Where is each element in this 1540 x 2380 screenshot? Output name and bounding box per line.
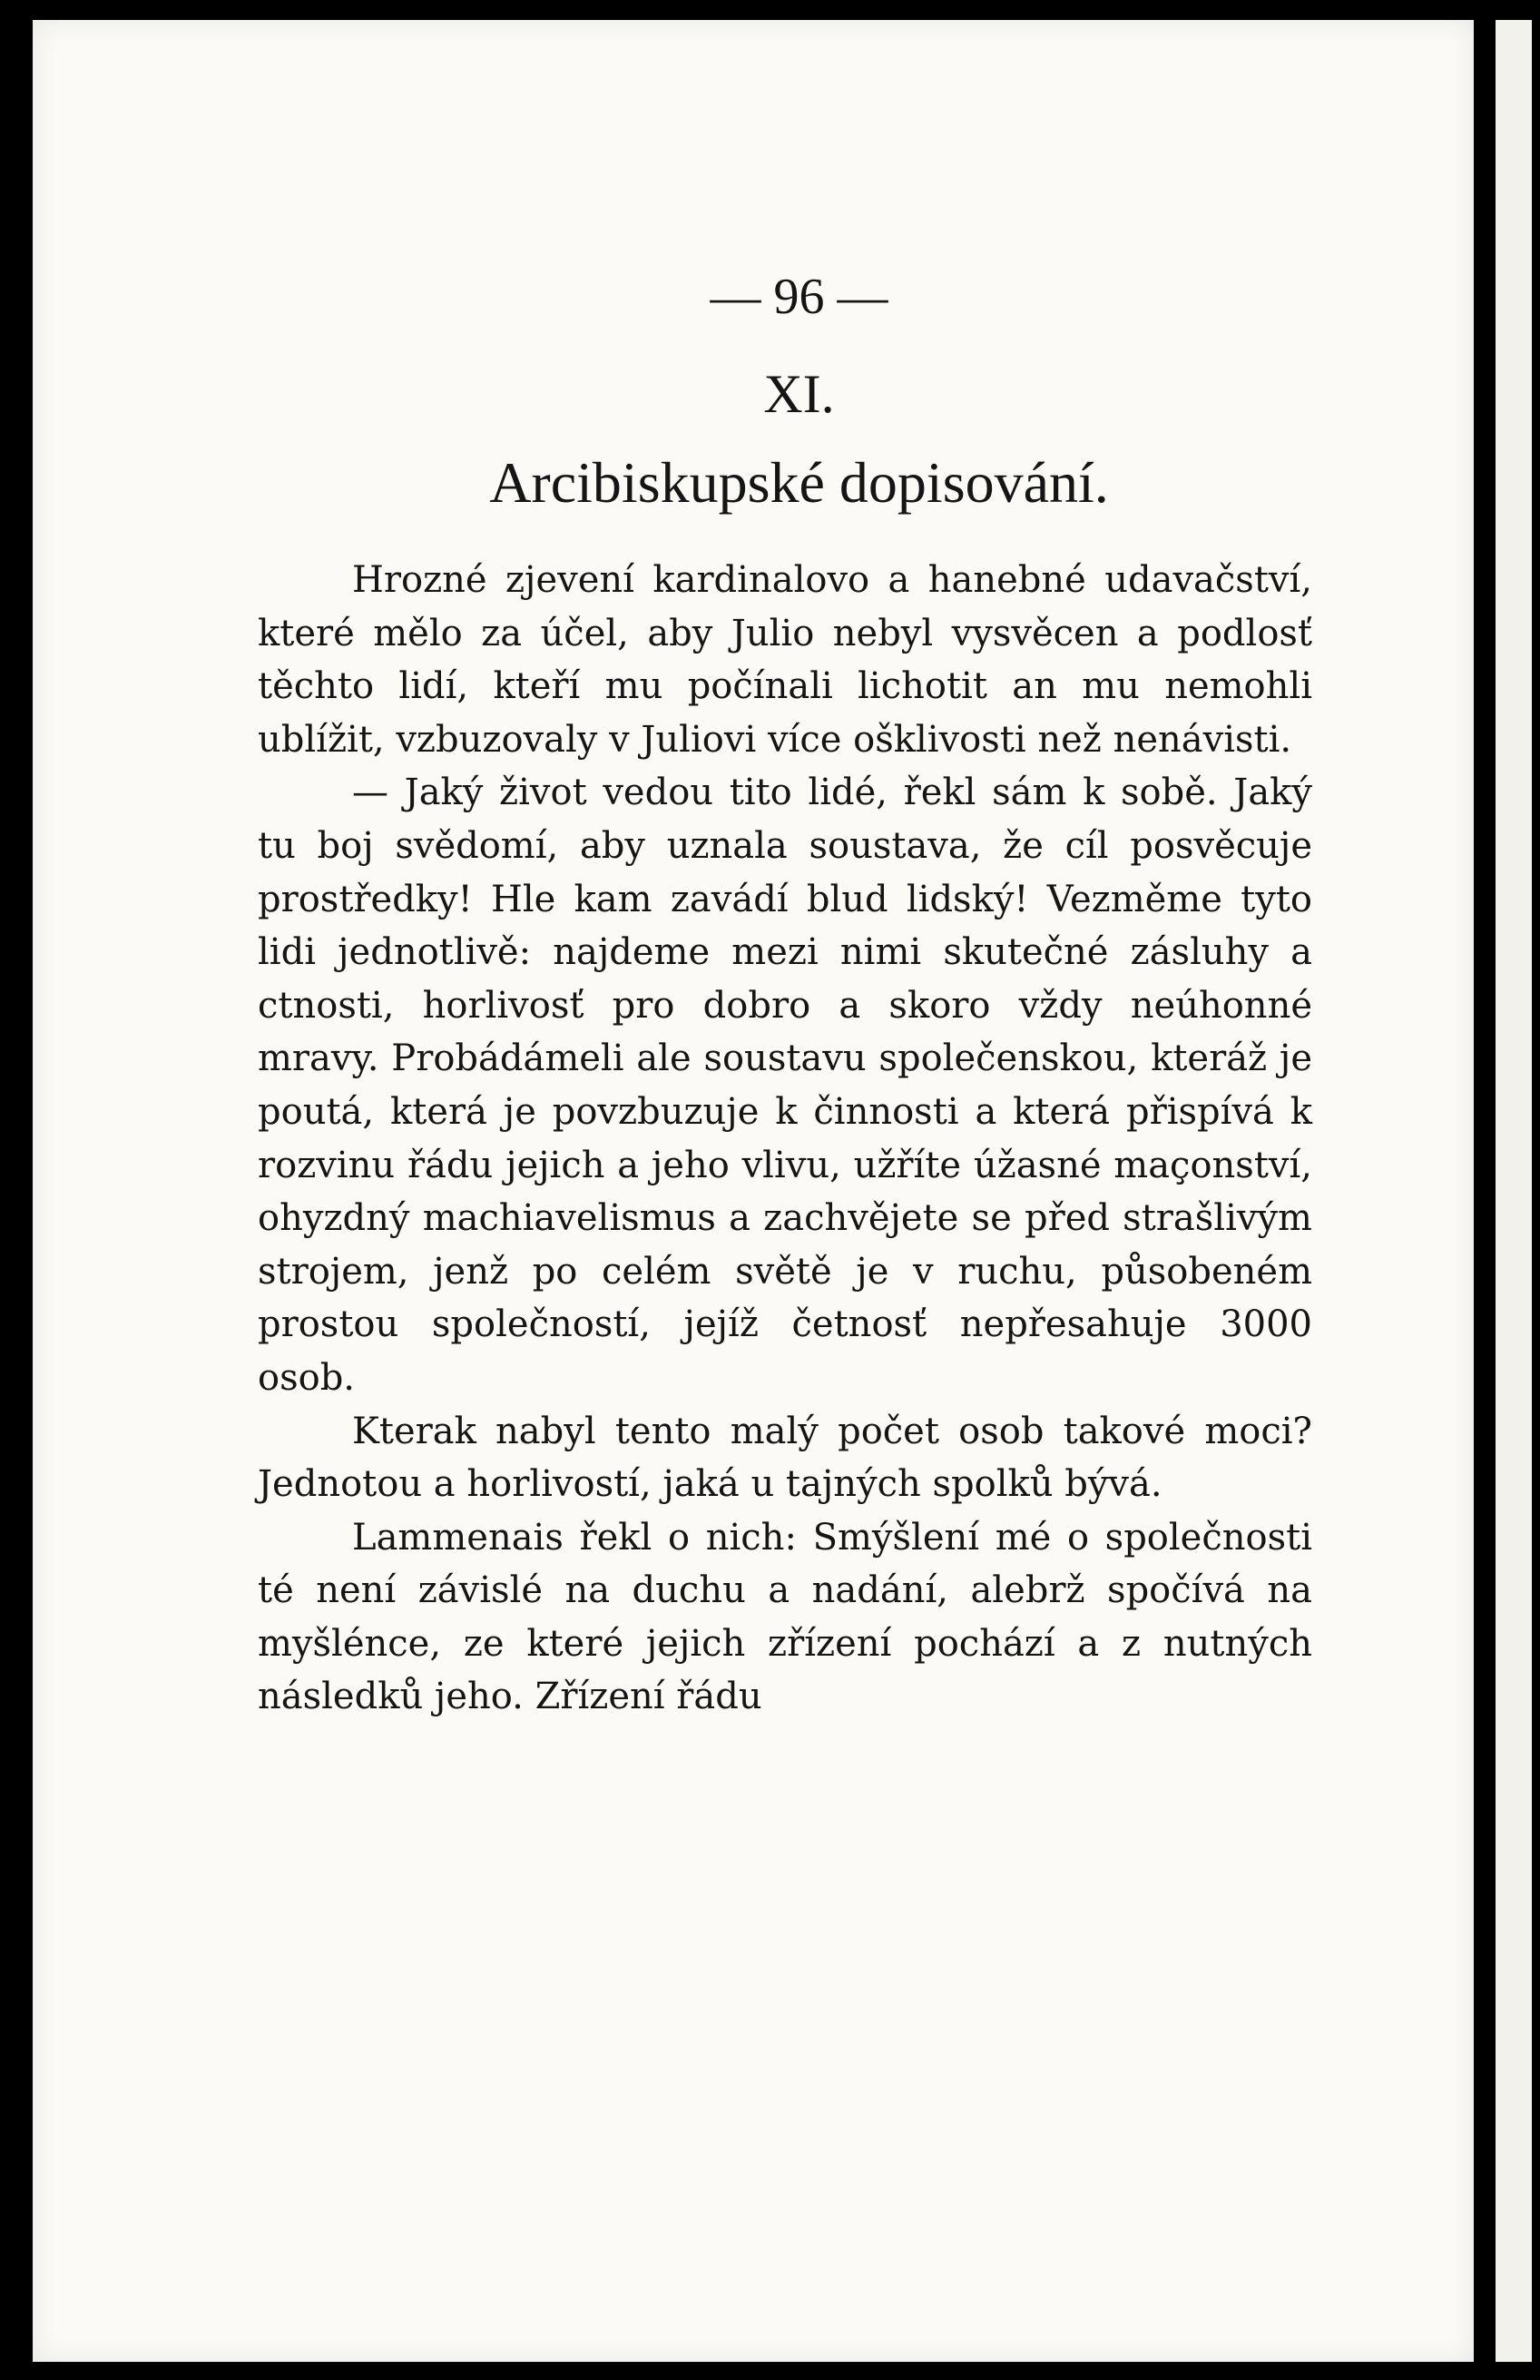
chapter-number: XI.: [763, 364, 835, 424]
paragraph: Lammenais řekl o nich: Smýšlení mé o společnosti té není závislé na duchu a nadání, alebrž spočívá na myšlénce, ze které jejich zřízení pochází a z nutných následků jeho. Zřízení řádu: [258, 1516, 1312, 1718]
paragraph: — Jaký život vedou tito lidé, řekl sám k sobě. Jaký tu boj svědomí, aby uznala soustava, že cíl posvěcuje prostředky! Hle kam zavádí blud lidský! Vezměme tyto lidi jednotlivě: najdeme mezi nimi skutečné zásluhy a ctnosti, horlivosť pro dobro a skoro vždy neúhonné mravy. Probádámeli ale soustavu společenskou, kteráž je poutá, která je povzbuzuje k činnosti a která přispívá k rozvinu řádu jejich a jeho vlivu, užříte úžasné maçonství, ohyzdný machiavelismus a zachvějete se před strašlivým strojem, jenž po celém světě je v ruchu, působeném prostou společností, jejíž četnosť nepřesahuje 3000 osob.: [258, 772, 1312, 1399]
page-number: — 96 —: [710, 269, 888, 325]
chapter-title: Arcibiskupské dopisování.: [489, 450, 1109, 515]
body-text: [258, 554, 1312, 1724]
paragraph: Hrozné zjevení kardinalovo a hanebné udavačství, které mělo za účel, aby Julio nebyl vysvěcen a podlosť těchto lidí, kteří mu počínali lichotit an mu nemohli ublížit, vzbuzovaly v Juliovi více ošklivosti než nenávisti.: [258, 559, 1312, 761]
paragraph: Kterak nabyl tento malý počet osob takové moci? Jednotou a horlivostí, jaká u tajných spolků bývá.: [258, 1410, 1312, 1506]
